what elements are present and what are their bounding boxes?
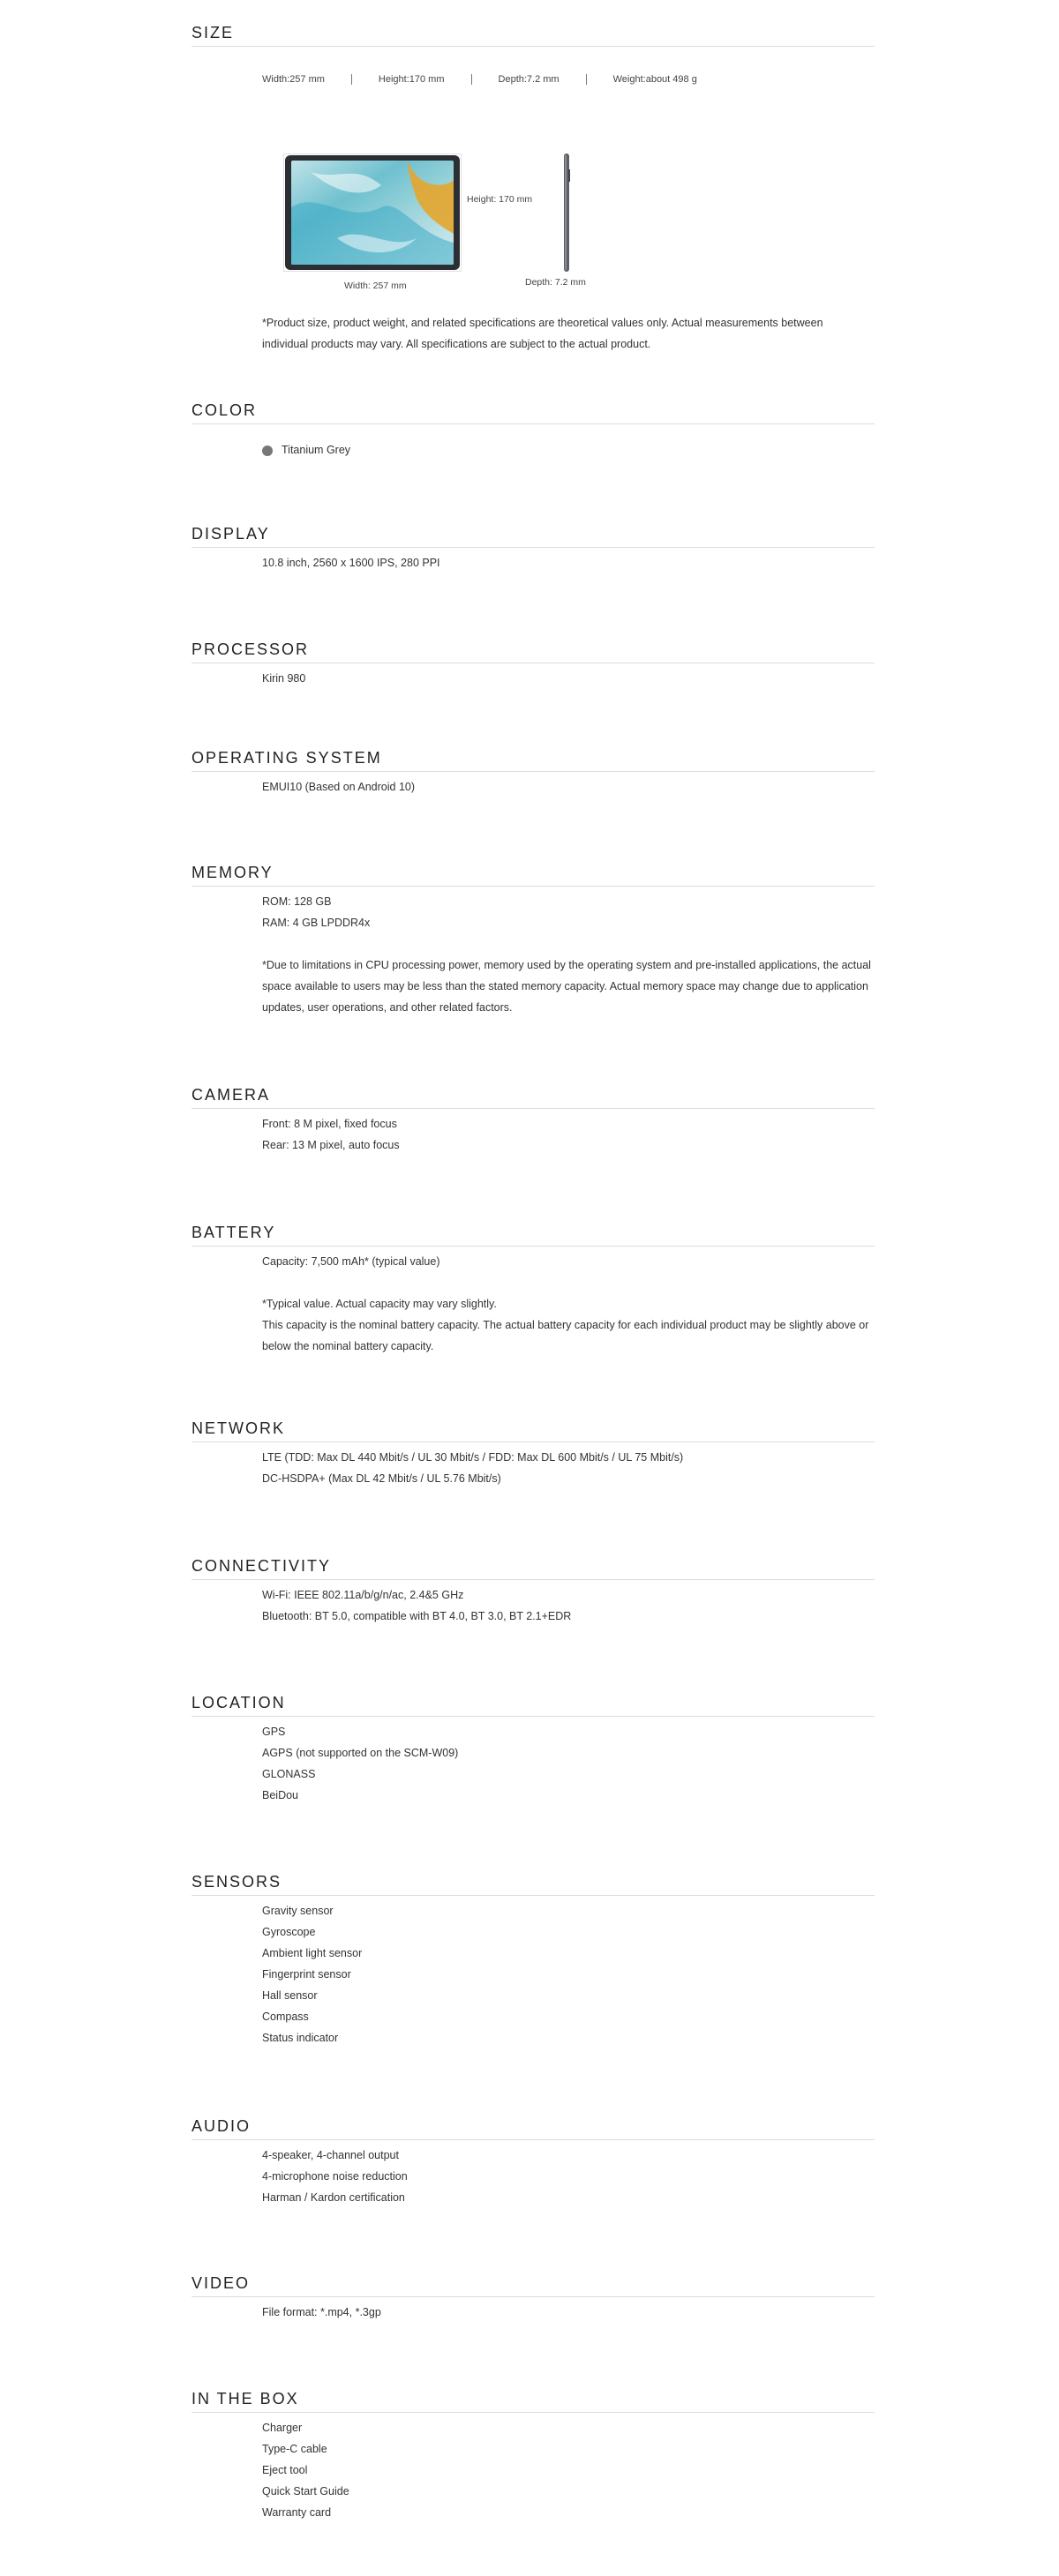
section-divider xyxy=(192,2139,875,2140)
section-title: AUDIO xyxy=(192,2117,252,2135)
spec-line: Type-C cable xyxy=(262,2443,327,2455)
section-location xyxy=(192,1691,875,1801)
spec-line: ROM: 128 GB xyxy=(262,895,332,908)
disclaimer-text: *Typical value. Actual capacity may vary slightly. xyxy=(262,1298,497,1310)
section-divider xyxy=(192,1716,875,1717)
section-network xyxy=(192,1417,875,1485)
section-title: CAMERA xyxy=(192,1086,271,1104)
section-divider xyxy=(192,1579,875,1580)
spec-line: LTE (TDD: Max DL 440 Mbit/s / UL 30 Mbit/s / FDD: Max DL 600 Mbit/s / UL 75 Mbit/s) xyxy=(262,1451,684,1464)
section-divider xyxy=(192,547,875,548)
spec-line: GPS xyxy=(262,1726,286,1738)
spec-line: File format: *.mp4, *.3gp xyxy=(262,2306,381,2318)
spec-line: Warranty card xyxy=(262,2506,332,2519)
size-note xyxy=(262,312,871,355)
section-title: CONNECTIVITY xyxy=(192,1557,332,1575)
width-dimension-label: Width: 257 mm xyxy=(344,281,407,291)
section-battery xyxy=(192,1221,875,1352)
section-divider xyxy=(192,423,875,424)
size-specs-row xyxy=(262,71,871,88)
section-divider xyxy=(192,1108,875,1109)
spec-line: EMUI10 (Based on Android 10) xyxy=(262,781,416,793)
section-title: BATTERY xyxy=(192,1224,276,1241)
section-title: SIZE xyxy=(192,24,235,41)
spec-height: Height:170 mm xyxy=(378,74,445,85)
section-title: VIDEO xyxy=(192,2274,251,2292)
section-processor xyxy=(192,638,875,685)
spec-line: Kirin 980 xyxy=(262,672,306,685)
color-name: Titanium Grey xyxy=(282,444,351,456)
section-in-the-box xyxy=(192,2387,875,2519)
spec-line: Eject tool xyxy=(262,2464,308,2476)
color-swatch-icon xyxy=(262,446,273,456)
spec-line: AGPS (not supported on the SCM-W09) xyxy=(262,1747,459,1759)
section-divider xyxy=(192,2412,875,2413)
spec-line: Front: 8 M pixel, fixed focus xyxy=(262,1118,397,1130)
disclaimer-text: *Due to limitations in CPU processing power, memory used by the operating system and pre-installed applications, the actual space available to users may be less than the stated memory capacity. Actual memory space may change due to application updates, user operations, and other related factors. xyxy=(262,959,871,1014)
section-memory xyxy=(192,861,875,1014)
section-title: IN THE BOX xyxy=(192,2390,299,2408)
section-display xyxy=(192,522,875,569)
spec-line: Status indicator xyxy=(262,2032,339,2044)
spec-line: Charger xyxy=(262,2422,303,2434)
section-title: SENSORS xyxy=(192,1873,282,1891)
section-divider xyxy=(192,1246,875,1247)
section-camera xyxy=(192,1083,875,1151)
section-divider xyxy=(192,2296,875,2297)
spec-line: Ambient light sensor xyxy=(262,1947,363,1959)
section-color xyxy=(192,399,875,456)
section-title: OPERATING SYSTEM xyxy=(192,749,382,767)
spec-line: Gyroscope xyxy=(262,1926,316,1938)
spec-line: DC-HSDPA+ (Max DL 42 Mbit/s / UL 5.76 Mbit/s) xyxy=(262,1472,501,1485)
section-title: DISPLAY xyxy=(192,525,270,543)
height-dimension-label: Height: 170 mm xyxy=(467,194,533,205)
section-video xyxy=(192,2272,875,2318)
section-size xyxy=(192,21,875,350)
spec-line: 4-speaker, 4-channel output xyxy=(262,2149,399,2161)
section-operating-system xyxy=(192,746,875,793)
section-divider xyxy=(192,46,875,47)
spec-depth: Depth:7.2 mm xyxy=(498,74,560,85)
spec-line: Bluetooth: BT 5.0, compatible with BT 4.0, BT 3.0, BT 2.1+EDR xyxy=(262,1610,572,1622)
spec-line: Gravity sensor xyxy=(262,1905,334,1917)
spec-line: Wi-Fi: IEEE 802.11a/b/g/n/ac, 2.4&5 GHz xyxy=(262,1589,464,1601)
spec-line: Compass xyxy=(262,2011,309,2023)
spec-line: Fingerprint sensor xyxy=(262,1968,351,1981)
section-title: COLOR xyxy=(192,401,258,419)
color-option xyxy=(262,439,871,461)
section-connectivity xyxy=(192,1554,875,1622)
tablet-front-image xyxy=(283,154,462,272)
section-title: NETWORK xyxy=(192,1419,285,1437)
spec-line: BeiDou xyxy=(262,1789,298,1801)
spec-width: Width:257 mm xyxy=(262,74,325,85)
spec-weight: Weight:about 498 g xyxy=(612,74,697,85)
section-title: LOCATION xyxy=(192,1694,286,1711)
tablet-side-image xyxy=(562,154,571,272)
spec-line: GLONASS xyxy=(262,1768,316,1780)
disclaimer-text: *Product size, product weight, and related specifications are theoretical values only. Actual measurements between individual products may vary. All specifications are subject to the actual product. xyxy=(262,317,823,350)
section-divider xyxy=(192,886,875,887)
spec-line: Quick Start Guide xyxy=(262,2485,349,2497)
spec-line: 10.8 inch, 2560 x 1600 IPS, 280 PPI xyxy=(262,557,440,569)
spec-line: RAM: 4 GB LPDDR4x xyxy=(262,917,371,929)
section-sensors xyxy=(192,1870,875,2044)
spec-line: Capacity: 7,500 mAh* (typical value) xyxy=(262,1255,440,1268)
spec-line: Hall sensor xyxy=(262,1989,318,2002)
section-title: PROCESSOR xyxy=(192,640,310,658)
depth-dimension-label: Depth: 7.2 mm xyxy=(525,277,586,288)
spec-line: Harman / Kardon certification xyxy=(262,2191,405,2204)
section-audio xyxy=(192,2115,875,2204)
section-divider xyxy=(192,1895,875,1896)
section-title: MEMORY xyxy=(192,864,274,881)
spec-line: Rear: 13 M pixel, auto focus xyxy=(262,1139,400,1151)
disclaimer-text: This capacity is the nominal battery capacity. The actual battery capacity for each individual product may be slightly above or below the nominal battery capacity. xyxy=(262,1319,869,1352)
spec-line: 4-microphone noise reduction xyxy=(262,2170,408,2183)
section-divider xyxy=(192,771,875,772)
